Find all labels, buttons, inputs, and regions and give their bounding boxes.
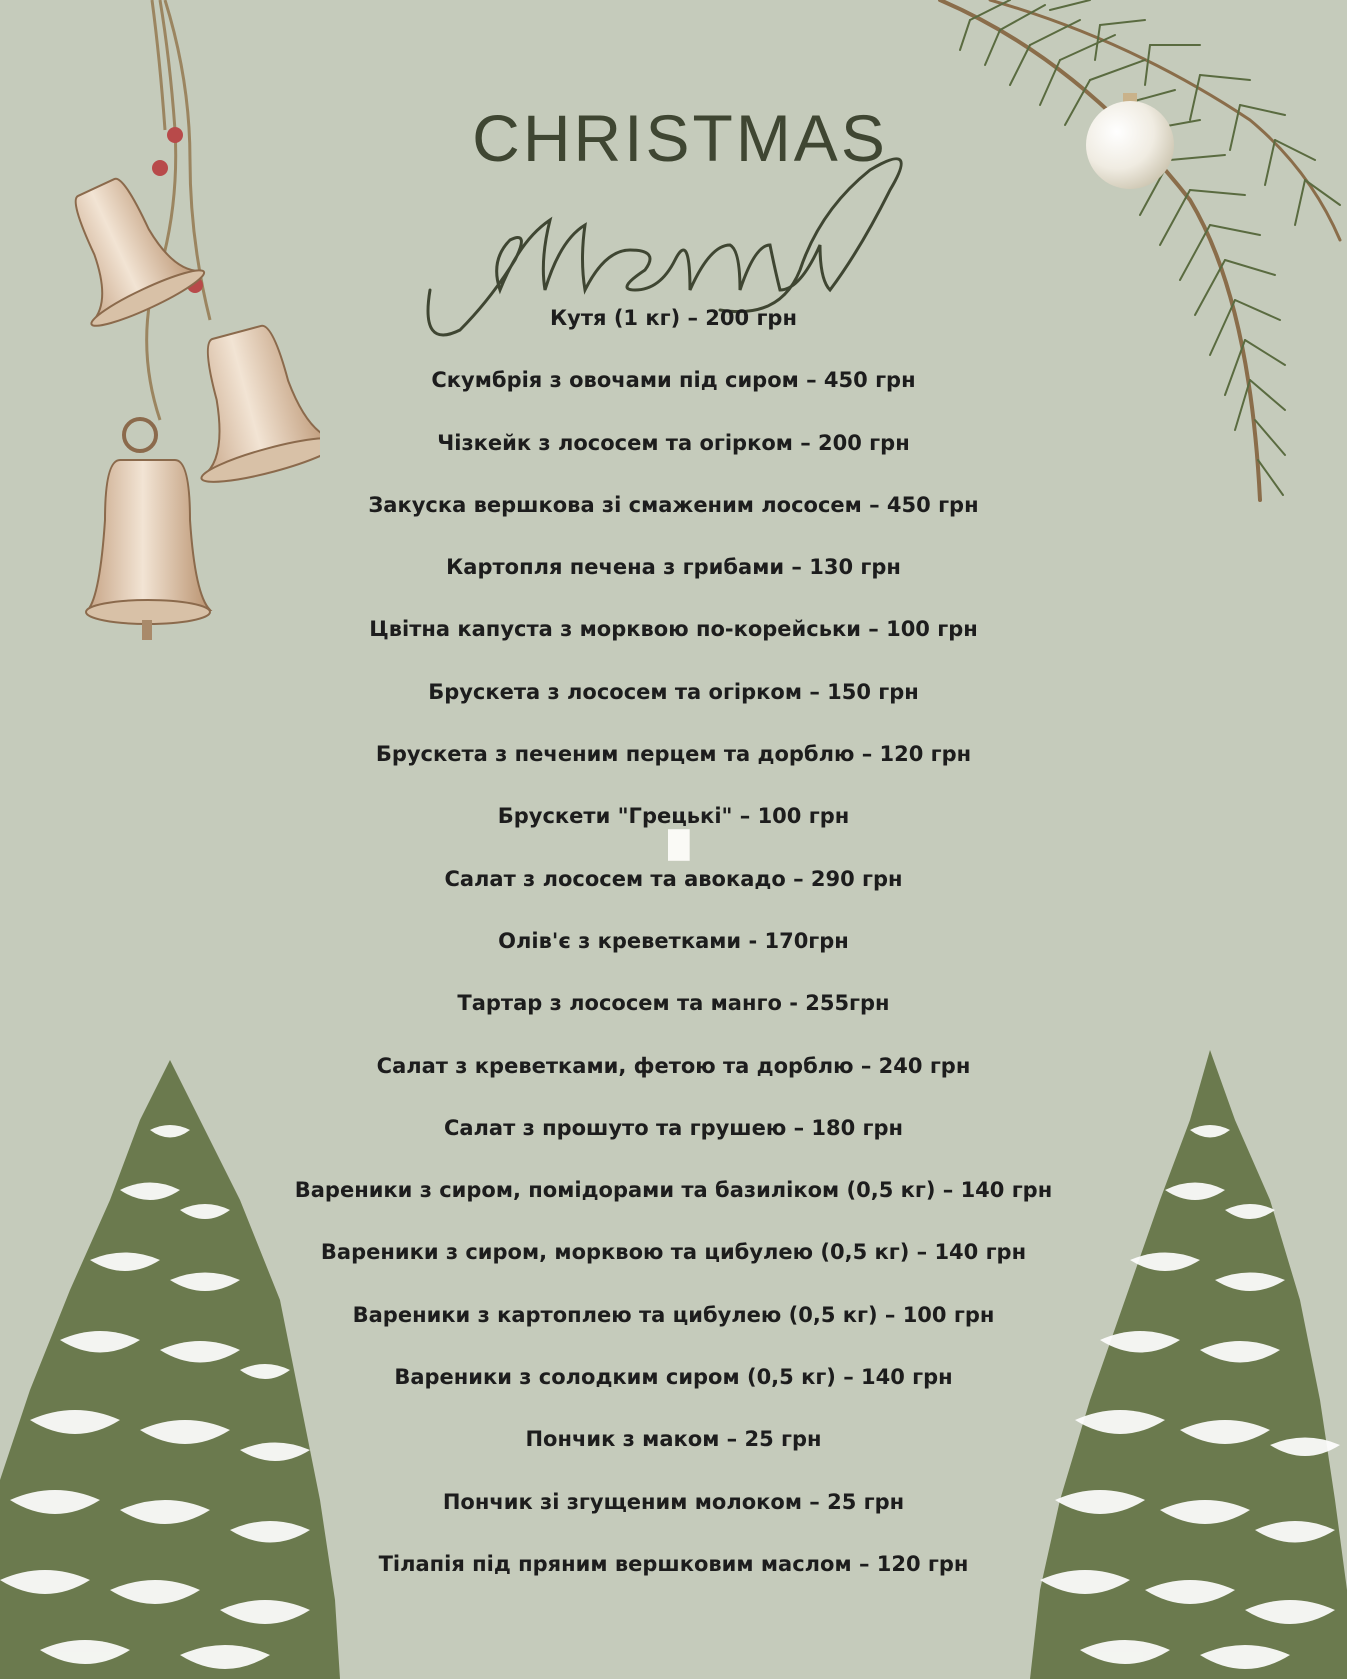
menu-item: Пончик з маком – 25 грн (525, 1427, 822, 1452)
menu-item: Скумбрія з овочами під сиром – 450 грн (431, 368, 916, 393)
title-menu: menu (420, 150, 423, 151)
ornament-ball-icon (1080, 85, 1180, 195)
menu-item: Салат з лососем та авокадо – 290 грн (444, 866, 903, 891)
menu-item: Салат з креветками, фетою та дорблю – 240 грн (376, 1053, 971, 1078)
menu-item: Олів'є з креветками - 170грн (498, 928, 849, 953)
menu-item: Вареники з картоплею та цибулею (0,5 кг) – 100 грн (352, 1302, 995, 1327)
menu-item: Вареники з солодким сиром (0,5 кг) – 140 грн (394, 1365, 953, 1390)
menu-item: Брускети "Грецькі" – 100 грн (497, 804, 850, 829)
title-christmas: CHRISTMAS (472, 101, 888, 175)
menu-item: Салат з прошуто та грушею – 180 грн (443, 1115, 904, 1140)
menu-item: Вареники з сиром, морквою та цибулею (0,5 кг) – 140 грн (320, 1240, 1027, 1265)
menu-item: Вареники з сиром, помідорами та базиліком (0,5 кг) – 140 грн (294, 1178, 1053, 1203)
menu-item: Тартар з лососем та манго - 255грн (457, 991, 890, 1016)
menu-item: Чізкейк з лососем та огірком – 200 грн (437, 430, 910, 455)
menu-item: Пончик зі згущеним молоком – 25 грн (442, 1489, 905, 1514)
menu-item: Тілапія під пряним вершковим маслом – 120 грн (378, 1551, 969, 1576)
menu-item: Брускета з лососем та огірком – 150 грн (428, 679, 919, 704)
menu-item: Закуска вершкова зі смаженим лососем – 450 грн (368, 492, 979, 517)
menu-item: Цвітна капуста з морквою по-корейськи – 100 грн (369, 617, 978, 642)
menu-list (200, 300, 1147, 1608)
menu-item: Брускета з печеним перцем та дорблю – 120 грн (375, 742, 972, 767)
menu-item: Картопля печена з грибами – 130 грн (446, 555, 901, 580)
menu-item: Кутя (1 кг) – 200 грн (550, 306, 797, 330)
